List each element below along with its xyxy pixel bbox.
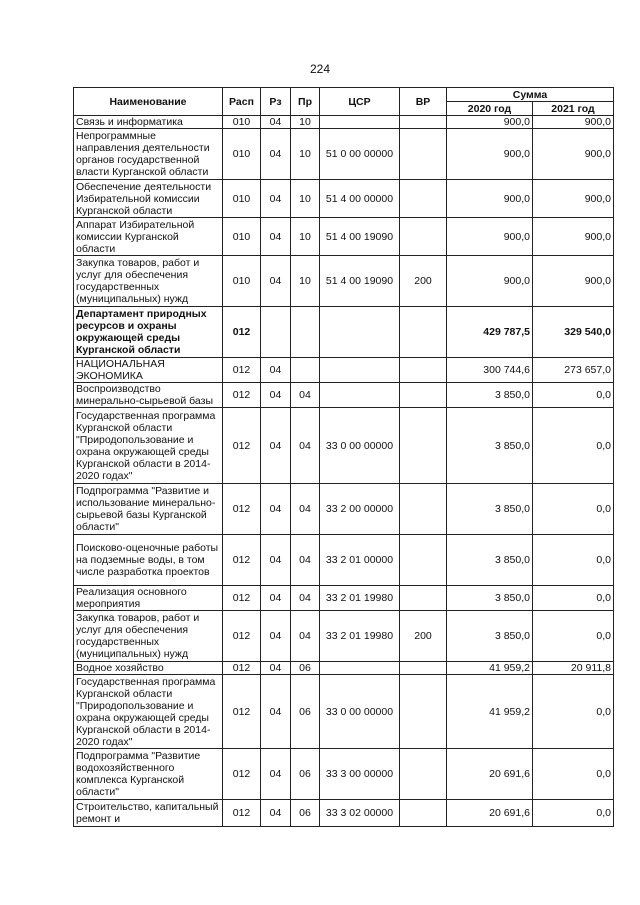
cell-vr: 200: [400, 611, 447, 662]
cell-csr: [320, 116, 400, 129]
cell-pr: [291, 307, 320, 358]
cell-csr: 33 3 02 00000: [320, 800, 400, 827]
col-rasp-header: Расп: [223, 88, 261, 116]
cell-name: Воспроизводство минерально-сырьевой базы: [74, 383, 223, 408]
cell-sum-2020: 900,0: [447, 180, 533, 218]
table-row: [74, 611, 614, 662]
cell-sum-2020: 900,0: [447, 218, 533, 256]
cell-pr: 04: [291, 484, 320, 535]
cell-vr: [400, 307, 447, 358]
cell-pr: 04: [291, 586, 320, 611]
cell-vr: [400, 180, 447, 218]
table-row: [74, 408, 614, 484]
cell-name: Строительство, капитальный ремонт и: [74, 800, 223, 827]
cell-vr: [400, 662, 447, 675]
cell-sum-2021: 0,0: [533, 484, 614, 535]
table-row: [74, 383, 614, 408]
cell-rasp: 010: [223, 256, 261, 307]
cell-vr: [400, 129, 447, 180]
cell-sum-2020: 900,0: [447, 129, 533, 180]
cell-sum-2020: 3 850,0: [447, 408, 533, 484]
cell-name: Государственная программа Курганской области "Природопользование и охрана окружающей среды Курганской области в 2014-2020 годах": [74, 675, 223, 749]
cell-name: Департамент природных ресурсов и охраны окружающей среды Курганской области: [74, 307, 223, 358]
cell-pr: [291, 358, 320, 383]
cell-rz: 04: [261, 800, 291, 827]
col-pr-header: Пр: [291, 88, 320, 116]
cell-rasp: 012: [223, 408, 261, 484]
table-header: [74, 88, 614, 116]
cell-csr: 33 0 00 00000: [320, 675, 400, 749]
cell-vr: [400, 383, 447, 408]
cell-name: Подпрограмма "Развитие водохозяйственного комплекса Курганской области": [74, 749, 223, 800]
cell-sum-2020: 3 850,0: [447, 484, 533, 535]
cell-sum-2021: 900,0: [533, 129, 614, 180]
cell-rz: 04: [261, 408, 291, 484]
cell-pr: 10: [291, 116, 320, 129]
cell-pr: 04: [291, 611, 320, 662]
cell-rz: 04: [261, 218, 291, 256]
cell-rasp: 012: [223, 800, 261, 827]
cell-rasp: 012: [223, 484, 261, 535]
cell-sum-2021: 0,0: [533, 611, 614, 662]
cell-csr: 51 4 00 00000: [320, 180, 400, 218]
table-row: [74, 116, 614, 129]
cell-vr: [400, 358, 447, 383]
table-row: [74, 307, 614, 358]
cell-rasp: 012: [223, 307, 261, 358]
cell-pr: 04: [291, 383, 320, 408]
cell-rz: 04: [261, 749, 291, 800]
cell-sum-2021: 0,0: [533, 749, 614, 800]
cell-sum-2021: 900,0: [533, 256, 614, 307]
cell-rz: 04: [261, 383, 291, 408]
table-row: [74, 535, 614, 586]
cell-csr: 33 0 00 00000: [320, 408, 400, 484]
col-sum-header: Сумма: [447, 88, 614, 102]
cell-csr: 51 4 00 19090: [320, 256, 400, 307]
cell-sum-2021: 900,0: [533, 180, 614, 218]
cell-name: Закупка товаров, работ и услуг для обеспечения государственных (муниципальных) нужд: [74, 611, 223, 662]
cell-sum-2020: 3 850,0: [447, 611, 533, 662]
cell-sum-2021: 0,0: [533, 408, 614, 484]
cell-vr: [400, 749, 447, 800]
cell-sum-2021: 273 657,0: [533, 358, 614, 383]
cell-name: Подпрограмма "Развитие и использование минерально-сырьевой базы Курганской области": [74, 484, 223, 535]
cell-sum-2020: 20 691,6: [447, 749, 533, 800]
cell-sum-2021: 0,0: [533, 535, 614, 586]
cell-pr: 10: [291, 256, 320, 307]
cell-rz: 04: [261, 611, 291, 662]
table-row: [74, 484, 614, 535]
cell-rz: 04: [261, 116, 291, 129]
cell-sum-2020: 900,0: [447, 116, 533, 129]
page-number: 224: [309, 62, 331, 76]
table-row: [74, 358, 614, 383]
cell-csr: 33 2 01 19980: [320, 586, 400, 611]
col-vr-header: ВР: [400, 88, 447, 116]
cell-rasp: 010: [223, 129, 261, 180]
cell-vr: [400, 535, 447, 586]
cell-vr: [400, 116, 447, 129]
cell-pr: 06: [291, 675, 320, 749]
cell-name: Обеспечение деятельности Избирательной комиссии Курганской области: [74, 180, 223, 218]
cell-name: Водное хозяйство: [74, 662, 223, 675]
table-row: [74, 675, 614, 749]
table-row: [74, 180, 614, 218]
table-row: [74, 129, 614, 180]
cell-sum-2020: 3 850,0: [447, 383, 533, 408]
cell-name: Государственная программа Курганской области "Природопользование и охрана окружающей среды Курганской области в 2014-2020 годах": [74, 408, 223, 484]
cell-sum-2020: 3 850,0: [447, 586, 533, 611]
cell-sum-2021: 329 540,0: [533, 307, 614, 358]
col-2020-header: 2020 год: [447, 102, 533, 116]
cell-csr: [320, 662, 400, 675]
table-row: [74, 586, 614, 611]
cell-pr: 10: [291, 129, 320, 180]
cell-vr: [400, 408, 447, 484]
cell-name: НАЦИОНАЛЬНАЯ ЭКОНОМИКА: [74, 358, 223, 383]
cell-rz: 04: [261, 662, 291, 675]
cell-sum-2021: 900,0: [533, 116, 614, 129]
cell-vr: [400, 675, 447, 749]
cell-name: Аппарат Избирательной комиссии Курганской области: [74, 218, 223, 256]
cell-sum-2020: 300 744,6: [447, 358, 533, 383]
cell-rasp: 012: [223, 535, 261, 586]
cell-rasp: 010: [223, 116, 261, 129]
cell-sum-2021: 0,0: [533, 800, 614, 827]
col-csr-header: ЦСР: [320, 88, 400, 116]
cell-pr: 10: [291, 180, 320, 218]
cell-name: Закупка товаров, работ и услуг для обеспечения государственных (муниципальных) нужд: [74, 256, 223, 307]
cell-rz: 04: [261, 535, 291, 586]
cell-csr: 51 0 00 00000: [320, 129, 400, 180]
cell-pr: 06: [291, 749, 320, 800]
cell-vr: 200: [400, 256, 447, 307]
cell-sum-2021: 0,0: [533, 675, 614, 749]
col-2021-header: 2021 год: [533, 102, 614, 116]
cell-sum-2020: 20 691,6: [447, 800, 533, 827]
cell-pr: 10: [291, 218, 320, 256]
table-row: [74, 800, 614, 827]
cell-sum-2020: 900,0: [447, 256, 533, 307]
cell-rz: 04: [261, 675, 291, 749]
cell-rz: 04: [261, 180, 291, 218]
cell-name: Реализация основного мероприятия: [74, 586, 223, 611]
cell-rz: 04: [261, 256, 291, 307]
table-body: [74, 116, 614, 827]
cell-rasp: 012: [223, 749, 261, 800]
table-row: [74, 749, 614, 800]
budget-table: [73, 87, 614, 827]
cell-vr: [400, 484, 447, 535]
cell-rasp: 012: [223, 675, 261, 749]
col-rz-header: Рз: [261, 88, 291, 116]
cell-rasp: 012: [223, 586, 261, 611]
cell-csr: 33 2 01 19980: [320, 611, 400, 662]
cell-name: Непрограммные направления деятельности органов государственной власти Курганской области: [74, 129, 223, 180]
cell-sum-2020: 3 850,0: [447, 535, 533, 586]
cell-sum-2021: 0,0: [533, 383, 614, 408]
cell-pr: 06: [291, 662, 320, 675]
cell-rz: 04: [261, 484, 291, 535]
cell-rasp: 010: [223, 218, 261, 256]
cell-rz: 04: [261, 129, 291, 180]
cell-sum-2021: 20 911,8: [533, 662, 614, 675]
cell-rz: [261, 307, 291, 358]
cell-rz: 04: [261, 586, 291, 611]
cell-vr: [400, 586, 447, 611]
cell-vr: [400, 218, 447, 256]
cell-name: Поисково-оценочные работы на подземные воды, в том числе разработка проектов: [74, 535, 223, 586]
cell-name: Связь и информатика: [74, 116, 223, 129]
cell-sum-2020: 429 787,5: [447, 307, 533, 358]
col-name-header: Наименование: [74, 88, 223, 116]
cell-csr: 33 3 00 00000: [320, 749, 400, 800]
cell-csr: [320, 358, 400, 383]
cell-pr: 04: [291, 408, 320, 484]
table-row: [74, 218, 614, 256]
cell-rasp: 012: [223, 383, 261, 408]
table-row: [74, 256, 614, 307]
cell-pr: 04: [291, 535, 320, 586]
cell-sum-2021: 900,0: [533, 218, 614, 256]
cell-rz: 04: [261, 358, 291, 383]
cell-csr: 33 2 01 00000: [320, 535, 400, 586]
cell-rasp: 012: [223, 662, 261, 675]
cell-sum-2020: 41 959,2: [447, 662, 533, 675]
cell-rasp: 010: [223, 180, 261, 218]
cell-sum-2021: 0,0: [533, 586, 614, 611]
cell-csr: [320, 383, 400, 408]
cell-csr: [320, 307, 400, 358]
cell-sum-2020: 41 959,2: [447, 675, 533, 749]
cell-csr: 51 4 00 19090: [320, 218, 400, 256]
table-row: [74, 662, 614, 675]
cell-pr: 06: [291, 800, 320, 827]
cell-csr: 33 2 00 00000: [320, 484, 400, 535]
cell-rasp: 012: [223, 358, 261, 383]
cell-rasp: 012: [223, 611, 261, 662]
cell-vr: [400, 800, 447, 827]
